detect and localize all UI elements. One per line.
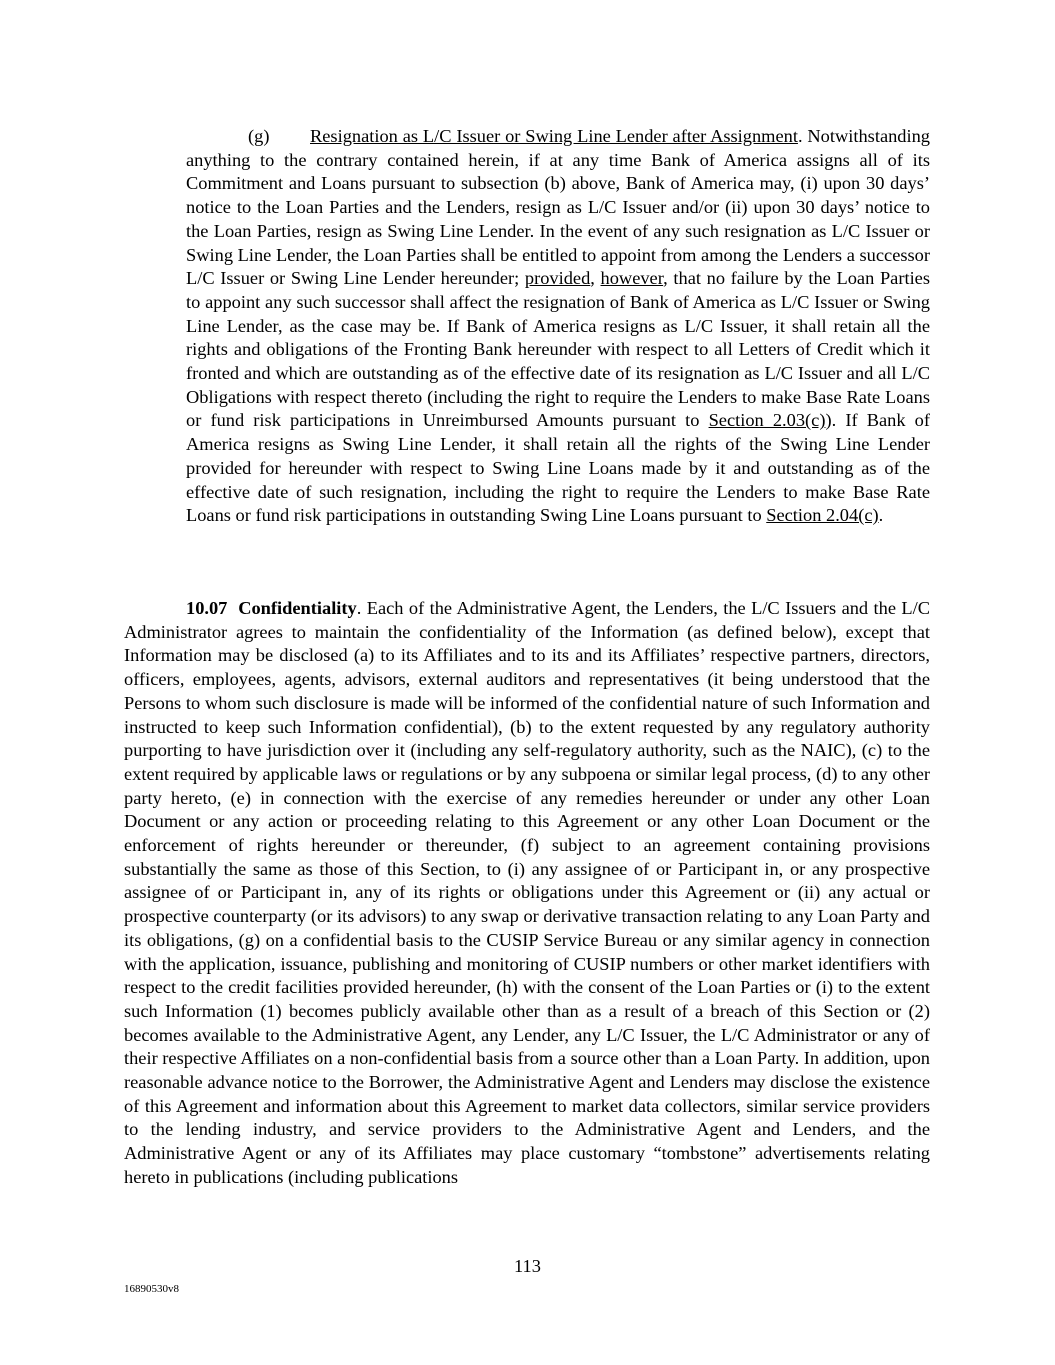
comma-text: , xyxy=(590,268,601,289)
subsection-heading: Resignation as L/C Issuer or Swing Line Lender after Assignment xyxy=(310,126,798,146)
section-reference: Section 2.04(c) xyxy=(766,505,879,526)
heading-period: . xyxy=(797,126,803,146)
paragraph-text: Each of the Administrative Agent, the Lenders, the L/C Issuers and the L/C Administrator agrees to maintain the confidentiality of the Information (as defined below), except that Information may be disclosed (a) to its Affiliates and to its and its Affiliates’ respective partners, directors, officers, employees, agents, advisors, external auditors and representatives (it being understood that the Persons to whom such disclosure is made will be informed of the confidential nature of such Information and instructed to keep such Information confidential), (b) to the extent requested by any regulatory authority purporting to have jurisdiction over it (including any self-regulatory authority, such as the NAIC), (c) to the extent required by applicable laws or regulations or by any subpoena or similar legal process, (d) to any other party hereto, (e) in connection with the exercise of any remedies hereunder or under any other Loan Document or any action or proceeding relating to this Agreement or any other Loan Document or the enforcement of rights hereunder or thereunder, (f) subject to an agreement containing provisions substantially the same as those of this Section, to (i) any assignee of or Participant in, or any prospective assignee of or Participant in, any of its rights or obligations under this Agreement or (ii) any actual or prospective counterparty (or its advisors) to any swap or derivative transaction relating to any Loan Party and its obligations, (g) on a confidential basis to the CUSIP Service Bureau or any similar agency in connection with the application, issuance, publishing and monitoring of CUSIP numbers or other market identifiers with respect to the credit facilities provided hereunder, (h) with the consent of the Loan Parties or (i) to the extent such Information (1) becomes publicly available other than as a result of a breach of this Section or (2) becomes available to the Administrative Agent, any Lender, any L/C Issuer, the L/C Administrator or any of their respective Affiliates on a non-confidential basis from a source other than a Loan Party. In addition, upon reasonable advance notice to the Borrower, the Administrative Agent and Lenders may disclose the existence of this Agreement and information about this Agreement to market data collectors, similar service providers to the lending industry, and service providers to the Administrative Agent and Lenders, and the Administrative Agent or any of its Affiliates may place customary “tombstone” advertisements relating hereto in publications (including publications xyxy=(124,598,930,1187)
provided-term: provided xyxy=(524,268,591,289)
paragraph-text: . xyxy=(878,505,884,526)
paragraph-text: Notwithstanding anything to the contrary contained herein, if at any time Bank of America assigns all of its Commitment and Loans pursuant to subsection (b) above, Bank of America may, (i) upon 30 days’ notice to the Loan Parties and the Lenders, resign as L/C Issuer and/or (ii) upon 30 days’ notice to the Loan Parties, resign as Swing Line Lender. In the event of any such resignation as L/C Issuer or Swing Line Lender, the Loan Parties shall be entitled to appoint from among the Lenders a successor L/C Issuer or Swing Line Lender hereunder; xyxy=(186,126,930,289)
paragraph-text: , that no failure by the Loan Parties to appoint any such successor shall affect the resignation of Bank of America as L/C Issuer or Swing Line Lender, as the case may be. If Bank of America resigns as L/C Issuer, it shall retain all the rights and obligations of the Fronting Bank hereunder with respect to all Letters of Credit which it fronted and which are outstanding as of the effective date of its resignation as L/C Issuer and all L/C Obligations with respect thereto (including the right to require the Lenders to make Base Rate Loans or fund risk participations in Unreimbursed Amounts pursuant to xyxy=(186,268,930,431)
title-period: . xyxy=(356,598,362,618)
paragraph-text: ). If Bank of America resigns as Swing Line Lender, it shall retain all the rights of the Swing Line Lender provided for hereunder with respect to Swing Line Loans made by it and outstanding as of the effective date of such resignation, including the right to require the Lenders to make Base Rate Loans or fund risk participations in outstanding Swing Line Loans pursuant to xyxy=(186,410,931,526)
paragraph-confidentiality xyxy=(124,597,930,1190)
section-title: Confidentiality xyxy=(238,598,357,618)
paragraph-resignation xyxy=(186,125,930,528)
subsection-label: (g) xyxy=(248,126,270,146)
section-number: 10.07 xyxy=(186,598,228,618)
section-reference: Section 2.03(c) xyxy=(708,410,826,431)
however-term: however xyxy=(600,268,664,289)
document-id: 16890530v8 xyxy=(124,1283,179,1295)
page-number: 113 xyxy=(514,1256,541,1276)
